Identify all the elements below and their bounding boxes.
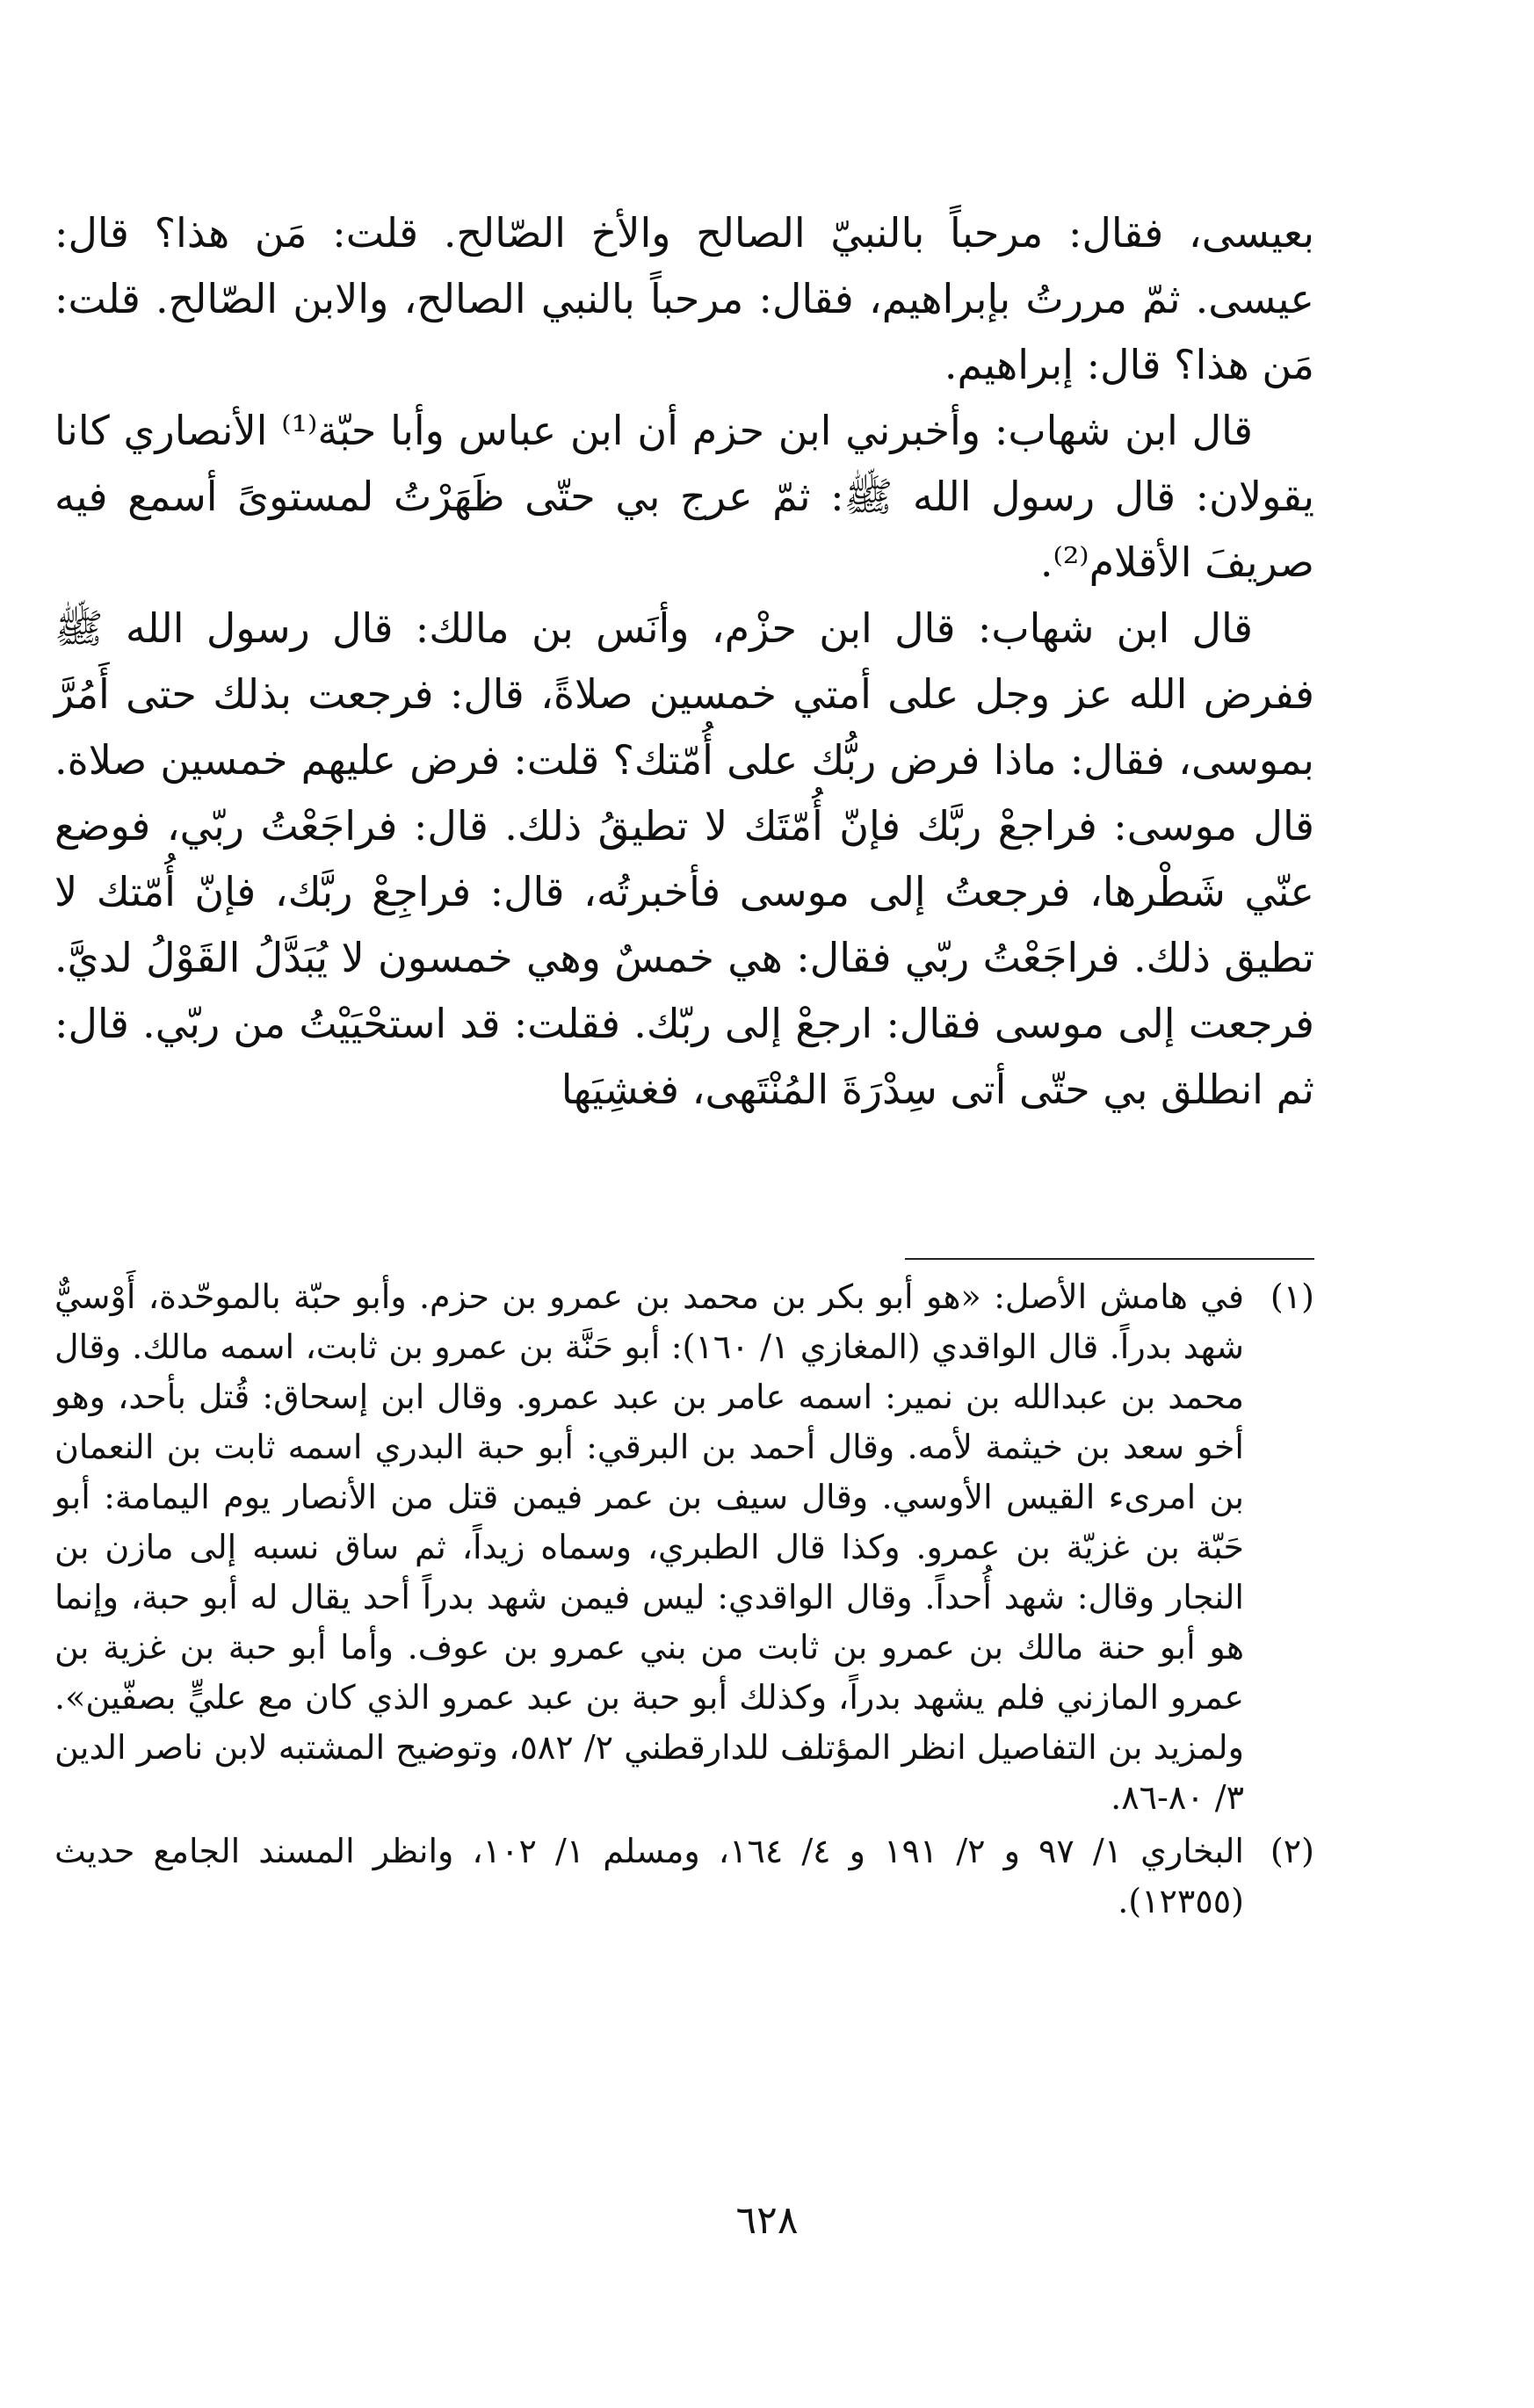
main-paragraph-2: قال ابن شهاب: وأخبرني ابن حزم أن ابن عباس وأبا حبّة⁽¹⁾ الأنصاري كانا يقولان: قال رسول الله ﷺ: ثمّ عرج بي حتّى ظَهَرْتُ لمستوىً أسمع فيه صريفَ الأقلام⁽²⁾.	[54, 407, 1314, 586]
footnotes-section	[54, 1272, 1314, 1930]
footnote-2	[54, 1826, 1314, 1927]
main-paragraph-1: بعيسى، فقال: مرحباً بالنبيّ الصالح والأخ الصّالح. قلت: مَن هذا؟ قال: عيسى. ثمّ مررتُ بإبراهيم، فقال: مرحباً بالنبي الصالح، والابن الصّالح. قلت: مَن هذا؟ قال: إبراهيم.	[54, 209, 1314, 388]
main-paragraph-3: قال ابن شهاب: قال ابن حزْم، وأنَس بن مالك: قال رسول الله ﷺ ففرض الله عز وجل على أمتي خمسين صلاةً، قال: فرجعت بذلك حتى أَمُرَّ بموسى، فقال: ماذا فرض ربُّك على أُمّتك؟ قلت: فرض عليهم خمسين صلاة. قال موسى: فراجعْ ربَّك فإنّ أُمّتَك لا تطيقُ ذلك. قال: فراجَعْتُ ربّي، فوضع عنّي شَطْرها، فرجعتُ إلى موسى فأخبرتُه، قال: فراجِعْ ربَّك، فإنّ أُمّتك لا تطيق ذلك. فراجَعْتُ ربّي فقال: هي خمسٌ وهي خمسون لا يُبَدَّلُ القَوْلُ لديَّ. فرجعت إلى موسى فقال: ارجعْ إلى ربّك. فقلت: قد استحْيَيْتُ من ربّي. قال: ثم انطلق بي حتّى أتى سِدْرَةَ المُنْتَهى، فغشِيَها	[54, 604, 1314, 1113]
footnote-number: (١)	[1270, 1277, 1314, 1316]
page-number: ٦٢٨	[735, 2198, 799, 2243]
footnote-number: (٢)	[1270, 1832, 1314, 1870]
footnote-divider	[905, 1258, 1314, 1260]
footnote-text: في هامش الأصل: «هو أبو بكر بن محمد بن عمرو بن حزم. وأبو حبّة بالموحّدة، أَوْسيٌّ شهد بدراً. قال الواقدي (المغازي ١/ ١٦٠): أبو حَنَّة بن عمرو بن ثابت، اسمه مالك. وقال محمد بن عبدالله بن نمير: اسمه عامر بن عبد عمرو. وقال ابن إسحاق: قُتل بأحد، وهو أخو سعد بن خيثمة لأمه. وقال أحمد بن البرقي: أبو حبة البدري اسمه ثابت بن النعمان بن امرىء القيس الأوسي. وقال سيف بن عمر فيمن قتل من الأنصار يوم اليمامة: أبو حَبّة بن غزيّة بن عمرو. وكذا قال الطبري، وسماه زيداً، ثم ساق نسبه إلى مازن بن النجار وقال: شهد أُحداً. وقال الواقدي: ليس فيمن شهد بدراً أحد يقال له أبو حبة، وإنما هو أبو حنة مالك بن عمرو بن ثابت من بني عمرو بن عوف. وأما أبو حبة بن غزية بن عمرو المازني فلم يشهد بدراً، وكذلك أبو حبة بن عبد عمرو الذي كان مع عليٍّ بصفّين». ولمزيد بن التفاصيل انظر المؤتلف للدارقطني ٢/ ٥٨٢، وتوضيح المشتبه لابن ناصر الدين ٣/ ٨٠-٨٦.	[54, 1277, 1244, 1817]
footnote-text: البخاري ١/ ٩٧ و ٢/ ١٩١ و ٤/ ١٦٤، ومسلم ١/ ١٠٢، وانظر المسند الجامع حديث (١٢٣٥٥).	[54, 1832, 1244, 1920]
footnote-1	[54, 1272, 1314, 1823]
main-text-block	[54, 200, 1314, 1123]
